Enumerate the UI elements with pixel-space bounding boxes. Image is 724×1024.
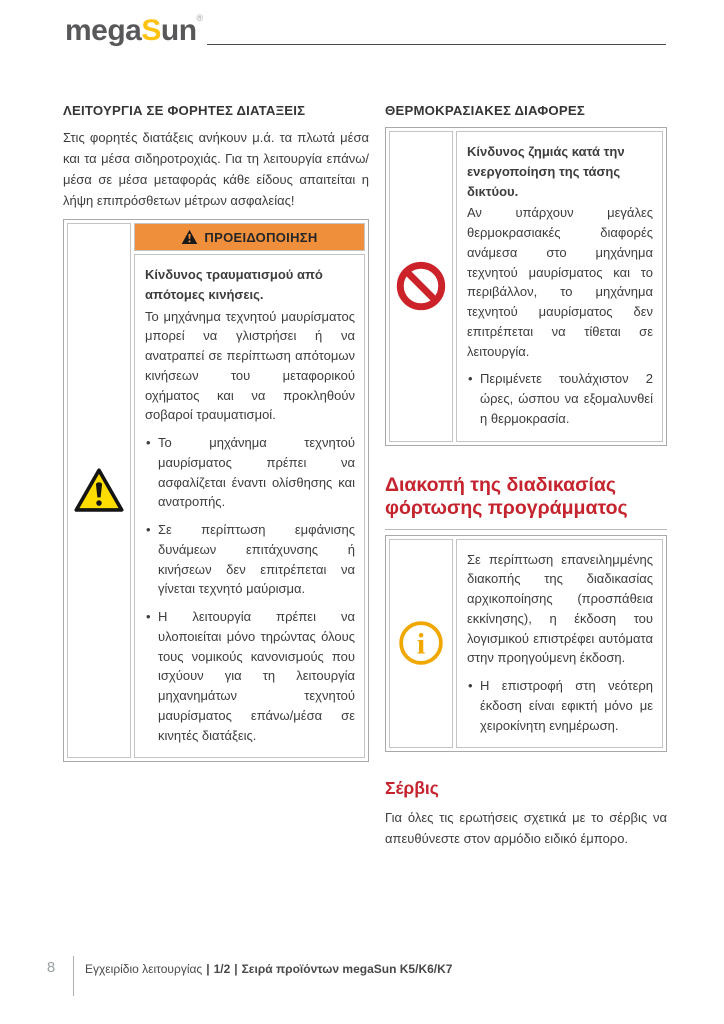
page-header [65, 13, 666, 47]
page-number: 8 [46, 959, 56, 976]
warning-box-body [134, 223, 365, 758]
logo-accent-letter: S [141, 14, 161, 47]
info-content [456, 539, 663, 749]
footer-separator: | [234, 962, 238, 976]
warning-bullet-list [145, 433, 355, 745]
thermal-content [456, 131, 663, 442]
hazard-triangle-icon [73, 467, 125, 514]
footer-divider [73, 956, 74, 996]
right-column [385, 103, 667, 855]
warning-triangle-icon [181, 229, 198, 245]
left-column [63, 103, 369, 855]
info-body-text: Σε περίπτωση επανειλημμένης διακοπής της διαδικασίας αρχικοποίησης (προσπάθεια εκκίνησης), η έκδοση του λογισμικού επιστρέφει αυτόματα στην προηγούμενη έκδοση. [467, 551, 653, 666]
warning-bullet: • Η λειτουργία πρέπει να υλοποιείται μόνο τηρώντας όλους τους νομικούς κανονισμούς που ισχύουν για τη λειτουργία μηχανημάτων τεχνητού μαυρίσματος επάνω/μέσα σε κινητές διατάξεις. [145, 607, 355, 745]
footer-text [85, 962, 452, 976]
megasun-logo [65, 13, 203, 47]
warning-bullet: • Σε περίπτωση εμφάνισης δυνάμεων επιτάχυνσης ή κινήσεων δεν επιτρέπεται να γίνεται τεχνητό μαύρισμα. [145, 520, 355, 599]
warning-icon-cell [67, 223, 131, 758]
thermal-bullet-list [467, 369, 653, 428]
service-paragraph: Για όλες τις ερωτήσεις σχετικά με το σέρβις να απευθύνεστε στον αρμόδιο ειδικό έμπορο. [385, 809, 667, 846]
warning-box [63, 219, 369, 762]
thermal-body-text: Αν υπάρχουν μεγάλες θερμοκρασιακές διαφορές ανάμεσα στο μηχάνημα τεχνητού μαυρίσματος και το περιβάλλον, το μηχάνημα τεχνητού μαυρίσματος δεν επιτρέπεται να τίθεται σε λειτουργία. [467, 205, 653, 359]
warning-title: Κίνδυνος τραυματισμού από απότομες κινήσεις. [145, 267, 323, 302]
header-rule [207, 44, 666, 45]
info-icon-cell [389, 539, 453, 749]
interrupt-heading: Διακοπή της διαδικασίας φόρτωσης προγράμματος [385, 473, 628, 519]
footer-manual-label: Εγχειρίδιο λειτουργίας [85, 962, 203, 976]
thermal-box-body [456, 131, 663, 442]
info-bullet: • Η επιστροφή στη νεότερη έκδοση είναι εφικτή μόνο με χειροκίνητη ενημέρωση. [467, 676, 653, 735]
footer-separator: | [206, 962, 210, 976]
thermal-notice-box [385, 127, 667, 446]
warning-content [134, 254, 365, 758]
service-heading: Σέρβις [385, 778, 439, 799]
info-box [385, 535, 667, 753]
thermal-icon-cell [389, 131, 453, 442]
thermal-bullet: • Περιμένετε τουλάχιστον 2 ώρες, ώσπου να εξομαλυνθεί η θερμοκρασία. [467, 369, 653, 428]
warning-header-bar [134, 223, 365, 251]
left-section-title: ΛΕΙΤΟΥΡΓΙΑ ΣΕ ΦΟΡΗΤΕΣ ΔΙΑΤΑΞΕΙΣ [63, 103, 306, 118]
warning-body-text: Το μηχάνημα τεχνητού μαυρίσματος μπορεί να γλιστρήσει ή να ανατραπεί σε περίπτωση απότομων κινήσεων του μεταφορικού οχήματος και να προκληθούν σοβαροί τραυματισμοί. [145, 308, 355, 423]
svg-text:i: i [416, 627, 426, 661]
prohibition-icon [395, 260, 447, 312]
warning-bullet: • Το μηχάνημα τεχνητού μαυρίσματος πρέπει να ασφαλίζεται έναντι ολίσθησης και ανατροπής. [145, 433, 355, 512]
info-bullet-list [467, 676, 653, 735]
info-box-body [456, 539, 663, 749]
footer-product-line: Σειρά προϊόντων megaSun K5/K6/K7 [241, 962, 453, 976]
page-body [63, 103, 667, 855]
info-icon [397, 619, 445, 667]
right-section-title: ΘΕΡΜΟΚΡΑΣΙΑΚΕΣ ΔΙΑΦΟΡΕΣ [385, 103, 585, 118]
logo-prefix: mega [65, 14, 142, 47]
interrupt-heading-rule [385, 529, 667, 530]
footer-edition: 1/2 [213, 962, 231, 976]
registered-mark: ® [196, 13, 203, 23]
logo-suffix: un [160, 14, 197, 47]
left-intro-paragraph: Στις φορητές διατάξεις ανήκουν μ.ά. τα πλωτά μέσα και τα μέσα σιδηροτροχιάς. Για τη λειτουργία επάνω/μέσα σε μέσα μεταφοράς κάθε είδους απαιτείται η λήψη επιπρόσθετων μέτρων ασφαλείας! [63, 130, 369, 209]
warning-header-label: ΠΡΟΕΙΔΟΠΟΙΗΣΗ [204, 229, 318, 245]
page-footer [40, 956, 452, 996]
thermal-title: Κίνδυνος ζημιάς κατά την ενεργοποίηση της τάσης δικτύου. [467, 144, 625, 199]
